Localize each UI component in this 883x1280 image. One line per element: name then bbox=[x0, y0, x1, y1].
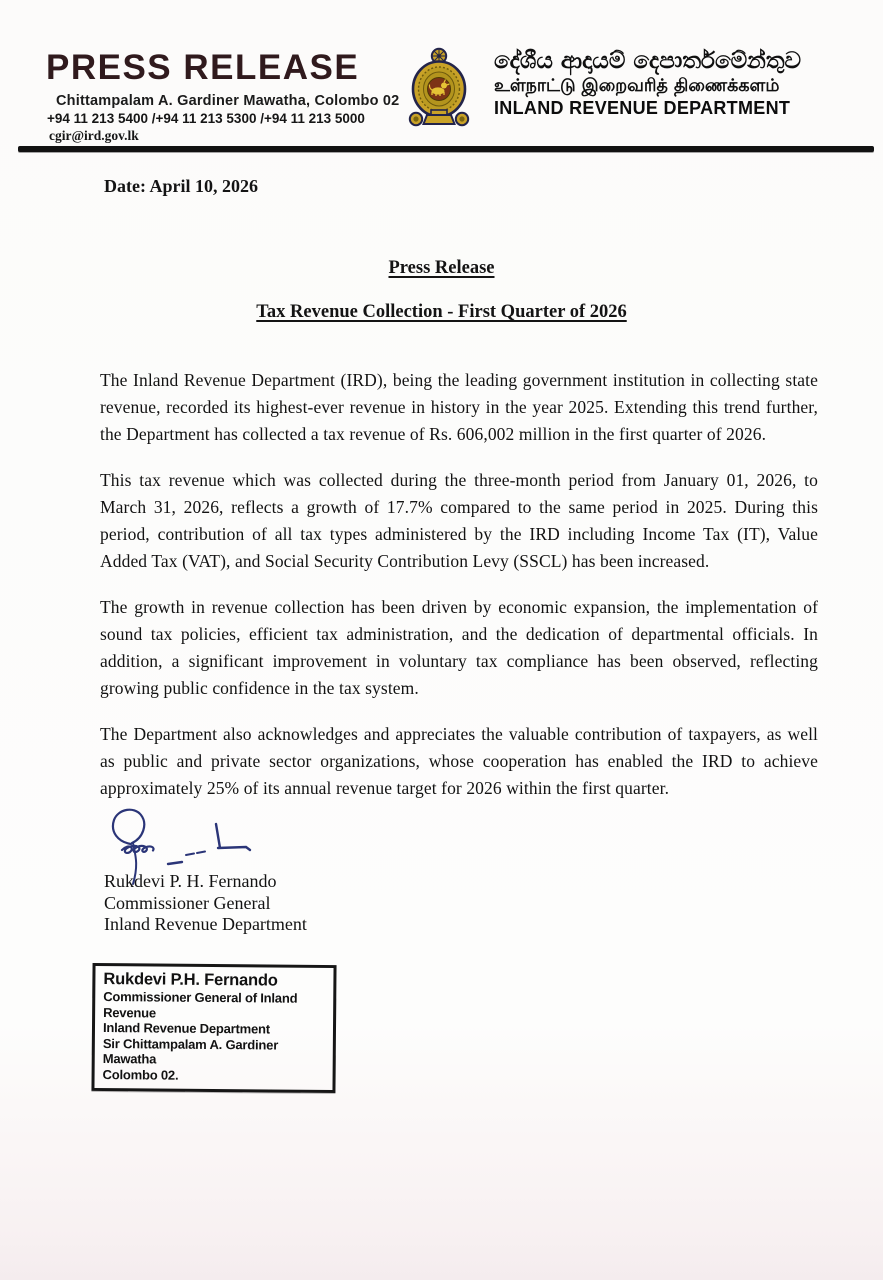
letterhead-address: Chittampalam A. Gardiner Mawatha, Colombo 02 bbox=[56, 93, 400, 109]
body-paragraph-1: The Inland Revenue Department (IRD), being the leading government institution in collecting state revenue, recorded its highest-ever revenue in history in the year 2025. Extending this trend further, the Department has collected a tax revenue of Rs. 606,002 million in the first quarter of 2026. bbox=[100, 370, 818, 444]
signatory-name: Rukdevi P. H. Fernando bbox=[104, 871, 277, 891]
stamp-department-line: Inland Revenue Department bbox=[102, 1020, 270, 1037]
department-name-sinhala: දේශීය ආදායම් දෙපාර්තමේන්තුව bbox=[494, 48, 802, 74]
document-title: Tax Revenue Collection - First Quarter of 2026 bbox=[256, 302, 627, 322]
masthead-title: PRESS RELEASE bbox=[46, 48, 360, 87]
press-release-heading: Press Release bbox=[388, 258, 495, 278]
department-name-tamil: உள்நாட்டு இறைவரித் திணைக்களம் bbox=[494, 76, 780, 96]
letterhead-email: cgir@ird.gov.lk bbox=[49, 128, 139, 143]
stamp-name-line: Rukdevi P.H. Fernando bbox=[103, 970, 278, 990]
body-paragraph-4: The Department also acknowledges and appreciates the valuable contribution of taxpayers, as well as public and private sector organizations, whose cooperation has enabled the IRD to achieve approximately 25% of its annual revenue target for 2026 within the first quarter. bbox=[100, 724, 818, 798]
signatory-organization: Inland Revenue Department bbox=[104, 914, 307, 934]
signatory-block bbox=[104, 871, 307, 936]
signatory-title: Commissioner General bbox=[104, 892, 271, 913]
header-divider bbox=[18, 146, 874, 152]
body-paragraph-2: This tax revenue which was collected during the three-month period from January 01, 2026, to March 31, 2026, reflects a growth of 17.7% compared to the same period in 2025. During this period, contribution of all tax types administered by the IRD including Income Tax (IT), Value Added Tax (VAT), and Social Security Contribution Levy (SSCL) has been increased. bbox=[100, 470, 818, 571]
stamp-address-line: Sir Chittampalam A. Gardiner Mawatha bbox=[102, 1035, 279, 1067]
date-line: Date: April 10, 2026 bbox=[104, 176, 258, 196]
letterhead-phones: +94 11 213 5400 /+94 11 213 5300 /+94 11 213 5000 bbox=[47, 111, 365, 126]
stamp-title-line: Commissioner General of Inland Revenue bbox=[103, 989, 298, 1020]
letter-body bbox=[100, 367, 818, 821]
official-stamp bbox=[91, 963, 336, 1093]
sri-lanka-emblem-icon bbox=[404, 46, 474, 132]
department-name-english: INLAND REVENUE DEPARTMENT bbox=[494, 98, 791, 118]
department-name-block bbox=[494, 48, 876, 119]
stamp-city-line: Colombo 02. bbox=[102, 1066, 179, 1083]
body-paragraph-3: The growth in revenue collection has been driven by economic expansion, the implementation of sound tax policies, efficient tax administration, and the dedication of departmental officials. In addition, a significant improvement in voluntary tax compliance has been observed, reflecting growing public confidence in the tax system. bbox=[100, 597, 818, 698]
